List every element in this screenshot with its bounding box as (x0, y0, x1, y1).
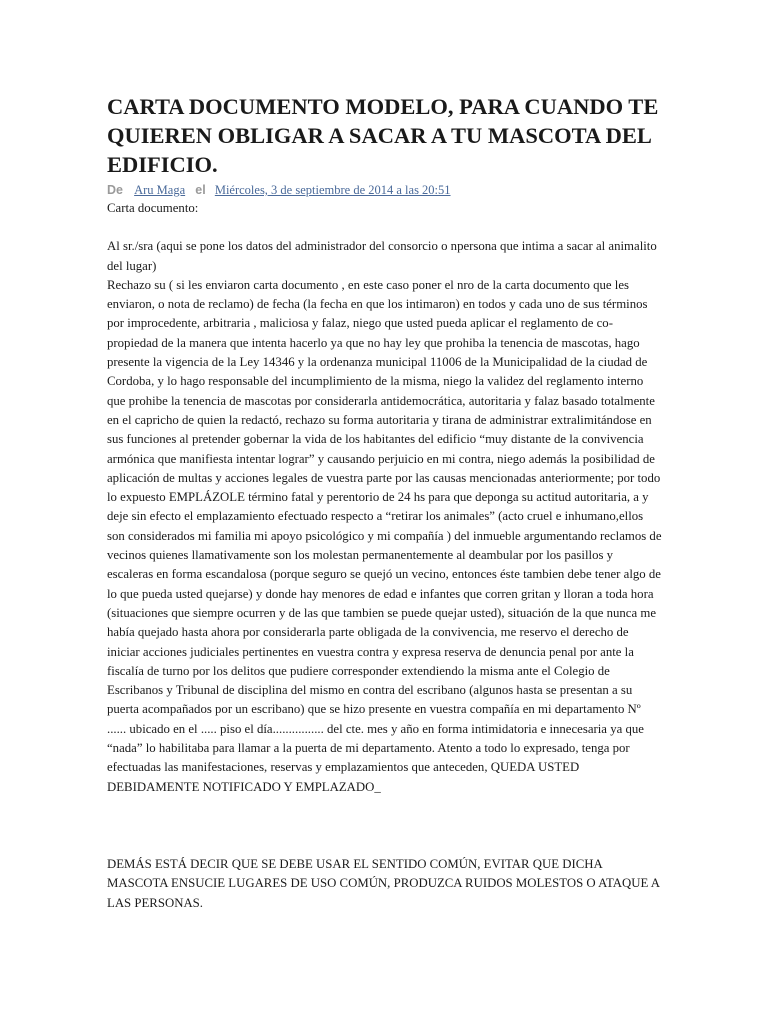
byline (107, 182, 662, 198)
document-title: CARTA DOCUMENTO MODELO, PARA CUANDO TE QUIEREN OBLIGAR A SACAR A TU MASCOTA DEL EDIFICIO. (107, 94, 659, 177)
addressee-paragraph: Al sr./sra (aqui se pone los datos del administrador del consorcio o npersona que intima a sacar al animalito del lugar) (107, 239, 657, 273)
closing-note: DEMÁS ESTÁ DECIR QUE SE DEBE USAR EL SENTIDO COMÚN, EVITAR QUE DICHA MASCOTA ENSUCIE LUGARES DE USO COMÚN, PRODUZCA RUIDOS MOLESTOS O ATAQUE A LAS PERSONAS. (107, 856, 660, 910)
document-page (107, 92, 662, 913)
author-link[interactable]: Aru Maga (134, 183, 186, 197)
letter-body (107, 199, 662, 913)
main-paragraph: Rechazo su ( si les enviaron carta documento , en este caso poner el nro de la carta documento que les enviaron, o nota de reclamo) de fecha (la fecha en que los intimaron) en todos y cada uno de sus términos por improcedente, arbitraria , maliciosa y falaz, niego que usted pueda aplicar el reglamento de co-propiedad de la manera que intenta hacerlo ya que no hay ley que prohiba la tenencia de mascotas, hago presente la vigencia de la Ley 14346 y la ordenanza municipal 11006 de la Municipalidad de la ciudad de Cordoba, y lo hago responsable del incumplimiento de la misma, niego la validez del reglamento interno que prohibe la tenencia de mascotas por considerarla antidemocrática, autoritaria y falaz basado totalmente en el capricho de quien la redactó, rechazo su forma autoritaria y tirana de administrar extralimitándose en sus funciones al pretender gobernar la vida de los habitantes del edificio “muy distante de la convivencia armónica que manifiesta intentar lograr” y causando perjuicio en mi contra, niego además la posibilidad de aplicación de multas y acciones legales de vuestra parte por las causas mencionadas anteriormente; por todo lo expuesto EMPLÁZOLE término fatal y perentorio de 24 hs para que deponga su actitud autoritaria, a y deje sin efecto el emplazamiento efectuado respecto a “retirar los animales” (acto cruel e inhumano,ellos son considerados mi familia mi apoyo psicológico y mi compañía ) del inmueble argumentando reclamos de vecinos quienes llamativamente son los molestan permanentemente al deambular por los pasillos y escaleras en forma escandalosa (porque seguro se quejó un vecino, entonces éste tambien debe tener algo de lo que pueda usted quejarse) y donde hay menores de edad e infantes que corren gritan y lloran a toda hora (situaciones que siempre ocurren y de las que tambien se puede quejar usted), situación de la que nunca me había quejado hasta ahora por considerarla parte obligada de la convivencia, me reservo el derecho de iniciar acciones judiciales pertinentes en vuestra contra y expresa reserva de denuncia penal por ante la fiscalía de turno por los delitos que pudiere corresponder extendiendo la misma ante el Colegio de Escribanos y Tribunal de disciplina del mismo en contra del escribano (algunos hasta se presentan a su puerta acompañados por un escribano) que se hizo presente en vuestra compañía en mi departamento Nº ...... ubicado en el ..... piso el día................ del cte. mes y año en forma intimidatoria e innecesaria ya que “nada” lo habilitaba para llamar a la puerta de mi departamento. Atento a todo lo expresado, tenga por efectuadas las manifestaciones, reservas y emplazamientos que anteceden, QUEDA USTED DEBIDAMENTE NOTIFICADO Y EMPLAZADO_ (107, 277, 662, 794)
date-link[interactable]: Miércoles, 3 de septiembre de 2014 a las 20:51 (214, 183, 451, 197)
byline-prefix: De (107, 183, 123, 197)
byline-connector: el (195, 183, 206, 197)
heading-line: Carta documento: (107, 201, 199, 215)
